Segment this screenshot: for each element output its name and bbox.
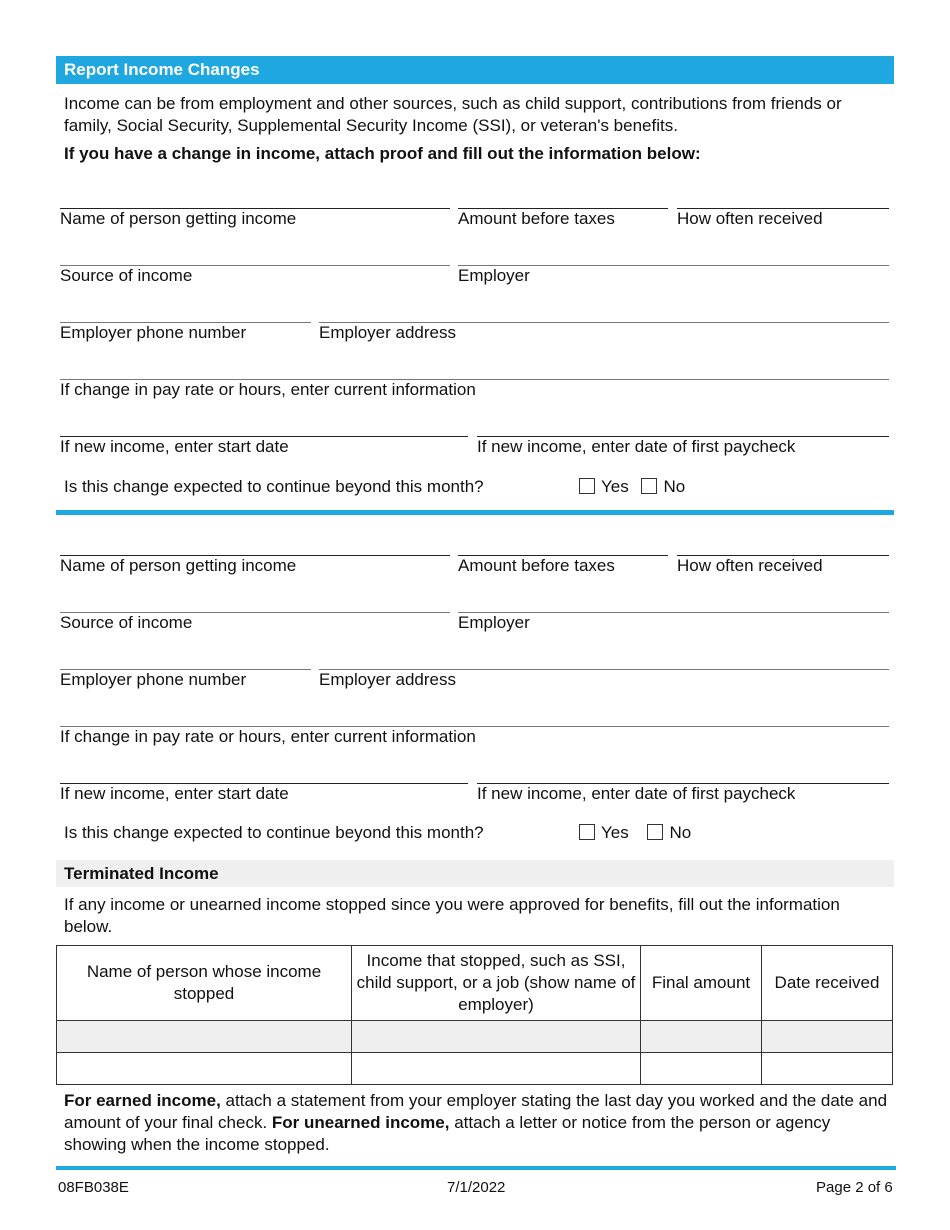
yes-label: Yes [601, 823, 629, 842]
employer-address-field[interactable]: Employer address [319, 669, 889, 690]
source-field[interactable]: Source of income [60, 265, 450, 286]
yes-checkbox[interactable] [579, 478, 595, 494]
cell-date-input[interactable] [762, 1053, 893, 1085]
pay-rate-field[interactable]: If change in pay rate or hours, enter current information [60, 379, 889, 400]
section-title-bar: Report Income Changes [56, 56, 894, 84]
name-field[interactable]: Name of person getting income [60, 208, 450, 229]
col-header-name: Name of person whose income stopped [57, 946, 352, 1021]
employer-phone-field[interactable]: Employer phone number [60, 669, 311, 690]
col-header-final-amount: Final amount [641, 946, 762, 1021]
instruction-text: If you have a change in income, attach proof and fill out the information below: [64, 144, 701, 163]
first-paycheck-field[interactable]: If new income, enter date of first paycheck [477, 436, 889, 457]
no-label: No [663, 477, 686, 496]
cell-final-amount-input[interactable] [641, 1021, 762, 1053]
table-row [57, 1053, 893, 1085]
how-often-field[interactable]: How often received [677, 208, 889, 229]
continue-question: Is this change expected to continue beyond this month? [64, 477, 484, 496]
unearned-income-label: For unearned income, [271, 1113, 450, 1132]
cell-income-input[interactable] [352, 1021, 641, 1053]
no-label: No [669, 823, 692, 842]
section-divider [56, 510, 894, 515]
col-header-date-received: Date received [762, 946, 893, 1021]
employer-field[interactable]: Employer [458, 265, 889, 286]
proof-instructions [64, 1090, 894, 1156]
cell-final-amount-input[interactable] [641, 1053, 762, 1085]
no-checkbox[interactable] [641, 478, 657, 494]
source-field[interactable]: Source of income [60, 612, 450, 633]
start-date-field[interactable]: If new income, enter start date [60, 783, 468, 804]
cell-name-input[interactable] [57, 1021, 352, 1053]
form-date: 7/1/2022 [447, 1179, 506, 1196]
table-row [57, 1021, 893, 1053]
continue-options [579, 477, 693, 497]
footer-rule [56, 1166, 896, 1170]
no-option[interactable] [641, 477, 685, 497]
how-often-field[interactable]: How often received [677, 555, 889, 576]
table-header-row [57, 946, 893, 1021]
form-id: 08FB038E [58, 1179, 129, 1196]
page-number: Page 2 of 6 [816, 1179, 893, 1196]
no-checkbox[interactable] [647, 824, 663, 840]
cell-date-input[interactable] [762, 1021, 893, 1053]
continue-question: Is this change expected to continue beyond this month? [64, 823, 484, 842]
name-field[interactable]: Name of person getting income [60, 555, 450, 576]
unearned-income-text: attach a letter or notice from the person or agency showing when the income stopped. [64, 1113, 831, 1154]
employer-phone-field[interactable]: Employer phone number [60, 322, 311, 343]
start-date-field[interactable]: If new income, enter start date [60, 436, 468, 457]
amount-field[interactable]: Amount before taxes [458, 208, 668, 229]
employer-field[interactable]: Employer [458, 612, 889, 633]
col-header-income: Income that stopped, such as SSI, child support, or a job (show name of employer) [352, 946, 641, 1021]
cell-name-input[interactable] [57, 1053, 352, 1085]
employer-address-field[interactable]: Employer address [319, 322, 889, 343]
yes-checkbox[interactable] [579, 824, 595, 840]
cell-income-input[interactable] [352, 1053, 641, 1085]
terminated-intro: If any income or unearned income stopped since you were approved for benefits, fill out the information below. [64, 895, 840, 936]
intro-text: Income can be from employment and other sources, such as child support, contributions from friends or family, Social Security, Supplemental Security Income (SSI), or veteran's benefits. [64, 94, 842, 135]
terminated-income-table [56, 945, 893, 1085]
pay-rate-field[interactable]: If change in pay rate or hours, enter current information [60, 726, 889, 747]
first-paycheck-field[interactable]: If new income, enter date of first paycheck [477, 783, 889, 804]
earned-income-label: For earned income, [64, 1091, 221, 1110]
continue-options [579, 823, 699, 843]
terminated-income-title: Terminated Income [56, 860, 894, 887]
yes-option[interactable] [579, 477, 629, 497]
no-option[interactable] [647, 823, 691, 843]
yes-option[interactable] [579, 823, 629, 843]
amount-field[interactable]: Amount before taxes [458, 555, 668, 576]
earned-income-text: attach a statement from your employer stating the last day you worked and the date and amount of your final check. [64, 1091, 888, 1132]
yes-label: Yes [601, 477, 629, 496]
